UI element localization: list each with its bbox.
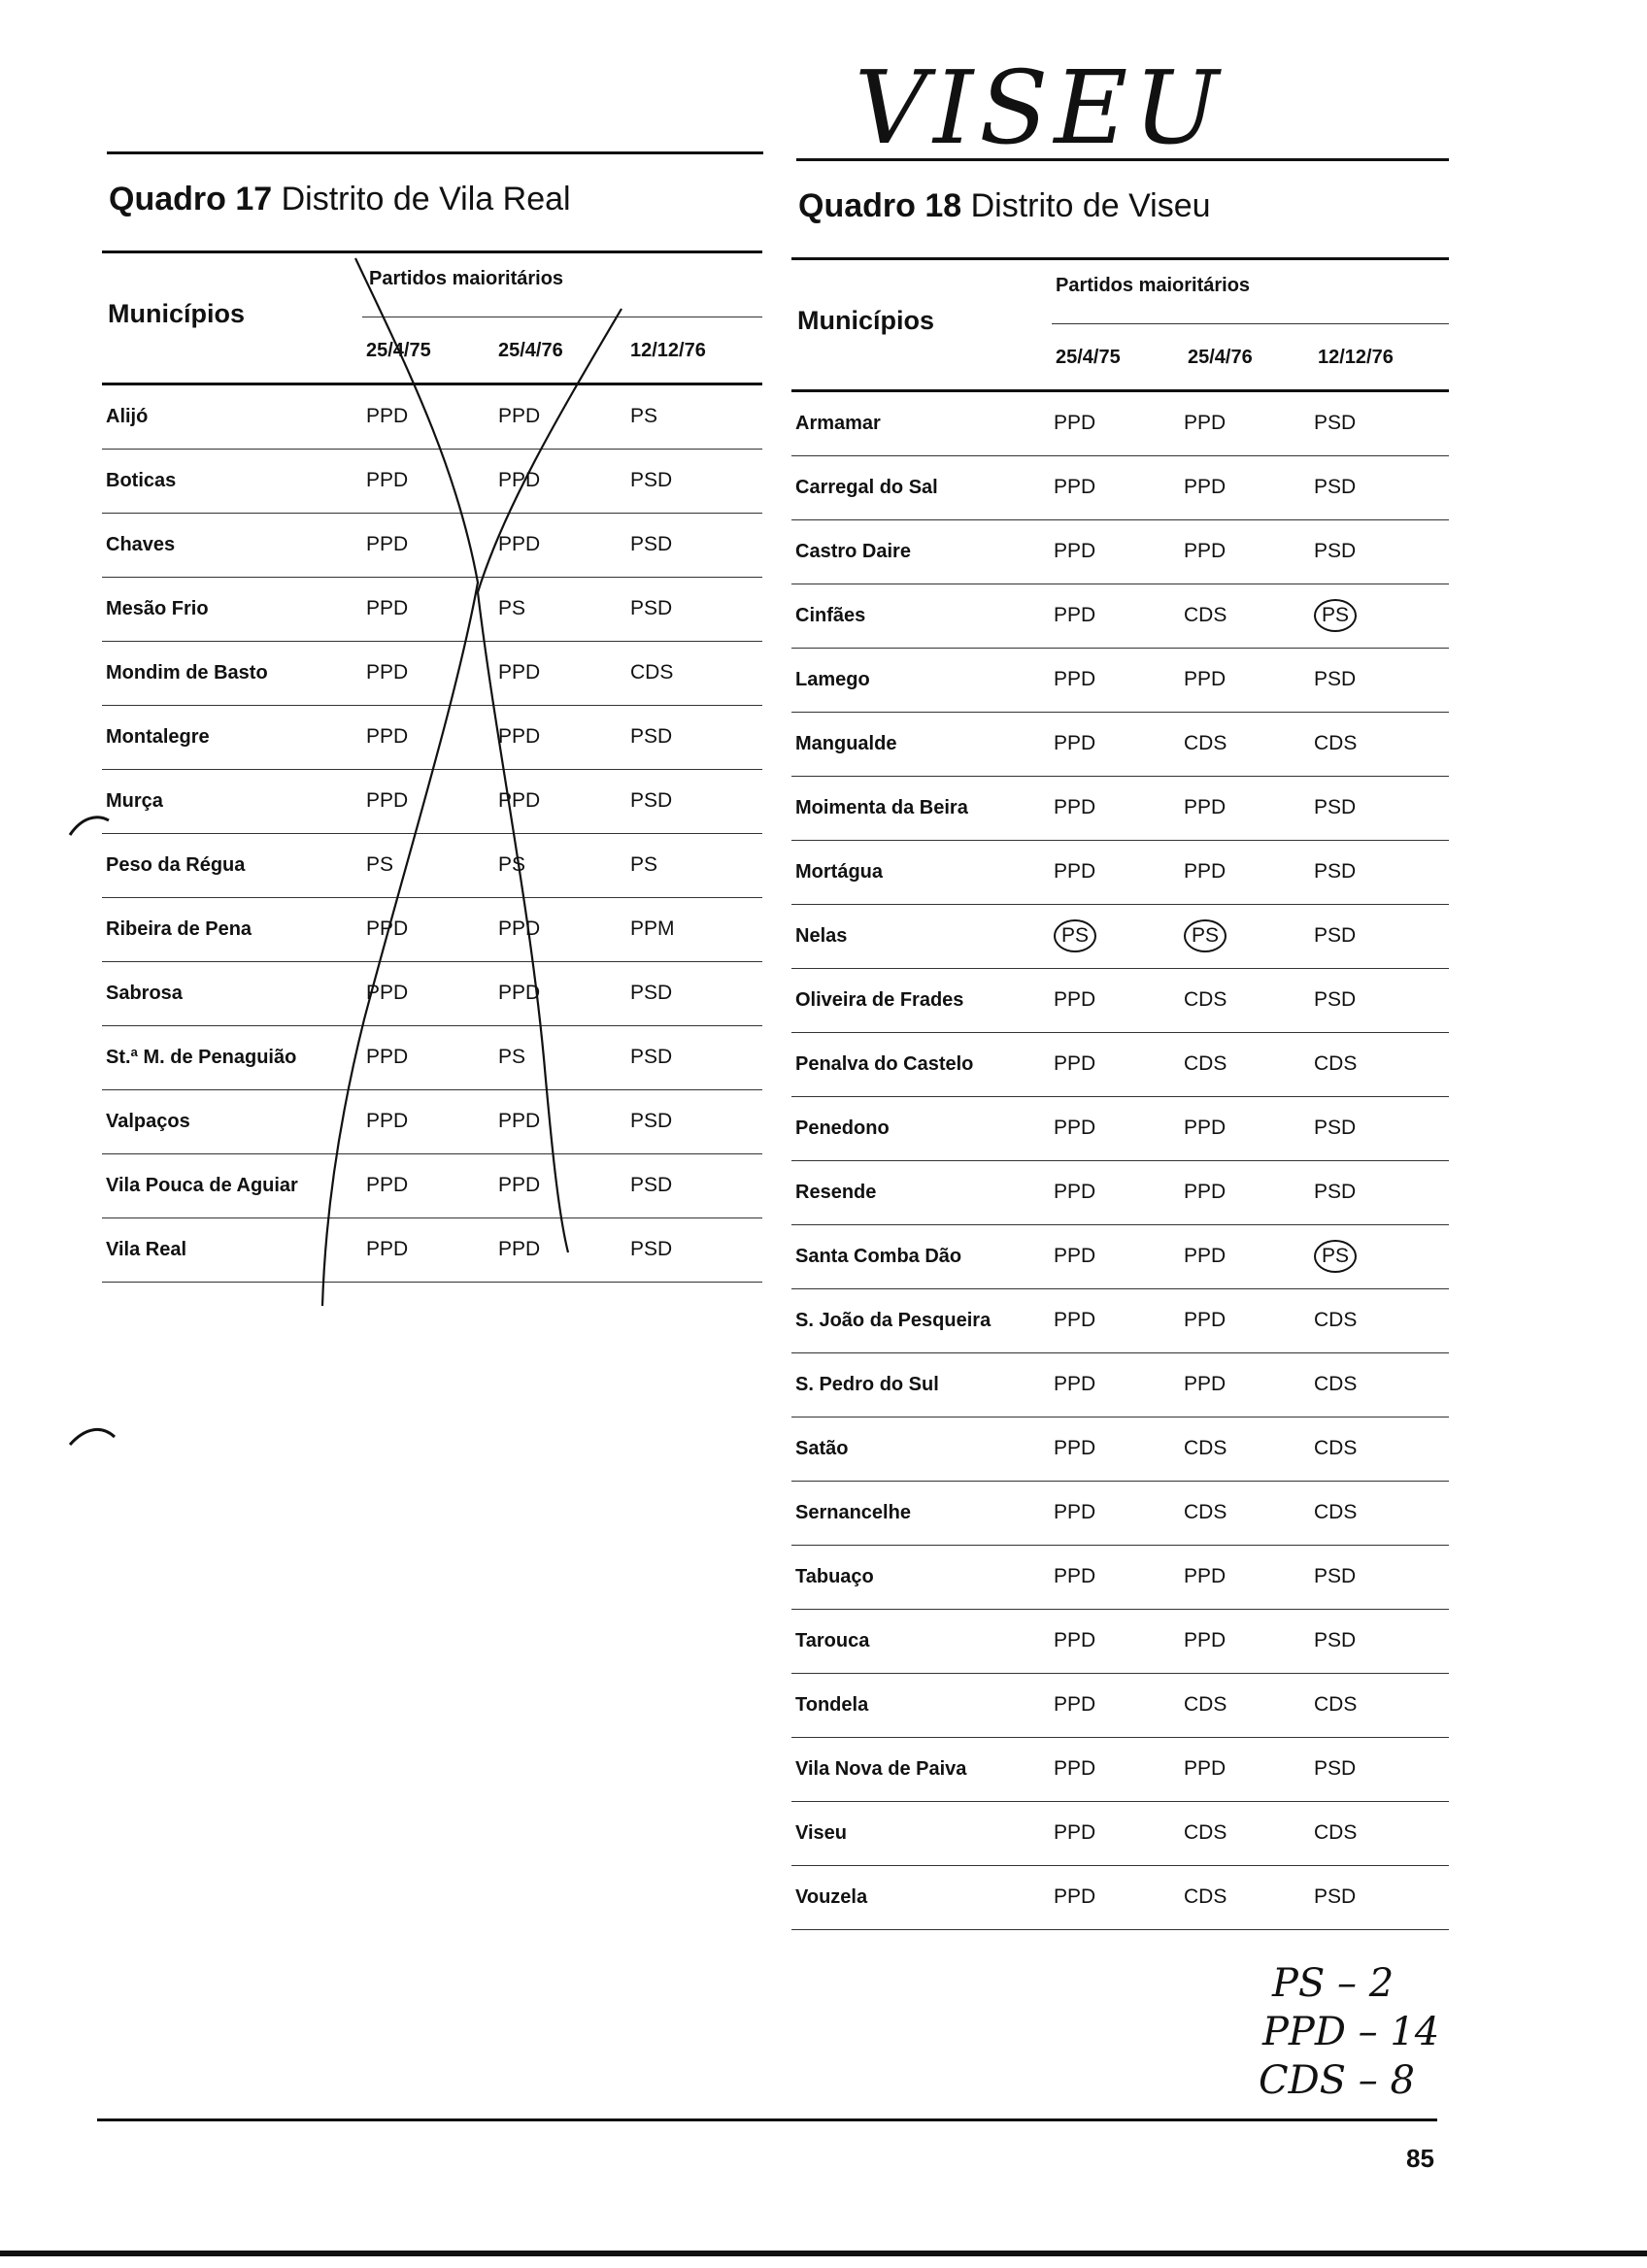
municipality-cell: Carregal do Sal	[795, 477, 938, 498]
result-1976-dec-cell: CDS	[1314, 1821, 1358, 1844]
result-1976-dec-cell: PSD	[630, 1110, 673, 1132]
result-1975-cell: PPD	[366, 1174, 409, 1196]
result-1976-cell: PPD	[1184, 1565, 1227, 1587]
municipality-cell: Mangualde	[795, 733, 897, 754]
result-1975-cell: PPD	[1054, 604, 1096, 626]
municipality-cell: Tabuaço	[795, 1566, 874, 1587]
table-17-date-1: 25/4/75	[366, 340, 431, 361]
result-1975-cell: PPD	[366, 917, 409, 940]
handwritten-title: VISEU	[855, 49, 1225, 167]
result-1976-cell: PPD	[1184, 1117, 1227, 1139]
result-1976-cell: PPD	[1184, 668, 1227, 690]
result-1976-cell: PPD	[498, 469, 541, 491]
result-1976-cell: PS	[498, 853, 526, 876]
municipality-cell: Penalva do Castelo	[795, 1053, 974, 1075]
municipality-cell: Penedono	[795, 1117, 890, 1139]
result-1976-cell: CDS	[1184, 1052, 1227, 1075]
result-1976-cell: PPD	[498, 1110, 541, 1132]
result-1976-dec-cell: CDS	[630, 661, 674, 684]
result-1976-cell: PPD	[1184, 1757, 1227, 1780]
result-1976-dec-cell: PS	[630, 853, 658, 876]
result-1976-cell: PPD	[498, 1174, 541, 1196]
strike-line-1	[322, 258, 478, 1306]
result-1976-cell: PPD	[1184, 412, 1227, 434]
municipality-cell: Cinfães	[795, 605, 866, 626]
result-1976-cell: CDS	[1184, 1437, 1227, 1459]
circled-mark: PS	[1054, 919, 1096, 952]
municipality-cell: Vila Nova de Paiva	[795, 1758, 967, 1780]
municipality-cell: Mesão Frio	[106, 598, 209, 619]
result-1976-dec-cell: PSD	[630, 1174, 673, 1196]
result-1976-dec-cell: PSD	[630, 469, 673, 491]
result-1976-cell: PPD	[1184, 476, 1227, 498]
result-1976-cell: PPD	[498, 405, 541, 427]
result-1976-cell: PPD	[1184, 860, 1227, 883]
municipality-cell: Mondim de Basto	[106, 662, 268, 684]
result-1976-cell: PS	[498, 597, 526, 619]
result-1976-dec-cell: CDS	[1314, 732, 1358, 754]
result-1975-cell: PS	[366, 853, 394, 876]
result-1976-dec-cell: PSD	[630, 533, 673, 555]
result-1976-dec-cell: PSD	[1314, 1757, 1357, 1780]
result-1976-cell: PPD	[498, 789, 541, 812]
result-1975-cell: PPD	[1054, 732, 1096, 754]
table-18-col-municipios: Municípios	[797, 306, 934, 335]
result-1976-cell: PPD	[1184, 1309, 1227, 1331]
result-1976-dec-cell: PSD	[1314, 988, 1357, 1011]
result-1976-dec-cell: CDS	[1314, 1052, 1358, 1075]
municipality-cell: Sabrosa	[106, 983, 183, 1004]
result-1976-dec-cell: PSD	[630, 1046, 673, 1068]
result-1976-dec-cell: PSD	[1314, 1885, 1357, 1908]
municipality-cell: St.ª M. de Penaguião	[106, 1047, 297, 1068]
municipality-cell: Tondela	[795, 1694, 869, 1716]
result-1976-cell: PPD	[1184, 1373, 1227, 1395]
table-18-date-3: 12/12/76	[1318, 347, 1394, 368]
result-1976-dec-cell: PPM	[630, 917, 675, 940]
result-1975-cell: PPD	[1054, 1757, 1096, 1780]
result-1976-cell: CDS	[1184, 1501, 1227, 1523]
municipality-cell: Lamego	[795, 669, 870, 690]
result-1976-dec-cell: PSD	[1314, 412, 1357, 434]
circled-mark: PS	[1314, 599, 1357, 632]
result-1975-cell: PPD	[1054, 1821, 1096, 1844]
result-1976-cell: PPD	[498, 661, 541, 684]
result-1975-cell: PPD	[1054, 1501, 1096, 1523]
municipality-cell: Mortágua	[795, 861, 883, 883]
result-1976-dec-cell: PSD	[1314, 796, 1357, 818]
result-1976-cell: PPD	[1184, 540, 1227, 562]
result-1976-cell: CDS	[1184, 1693, 1227, 1716]
municipality-cell: Oliveira de Frades	[795, 989, 964, 1011]
municipality-cell: Nelas	[795, 925, 848, 947]
result-1975-cell: PPD	[1054, 1693, 1096, 1716]
circled-mark: PS	[1314, 1240, 1357, 1273]
result-1975-cell: PPD	[1054, 1052, 1096, 1075]
result-1976-dec-cell: PSD	[1314, 1117, 1357, 1139]
result-1975-cell: PPD	[366, 789, 409, 812]
municipality-cell: Vila Pouca de Aguiar	[106, 1175, 298, 1196]
result-1976-cell: CDS	[1184, 604, 1227, 626]
result-1975-cell: PPD	[366, 405, 409, 427]
result-1976-dec-cell: PSD	[1314, 1565, 1357, 1587]
municipality-cell: Moimenta da Beira	[795, 797, 968, 818]
scan-edge-bar	[0, 2251, 1647, 2256]
municipality-cell: S. João da Pesqueira	[795, 1310, 992, 1331]
result-1976-dec-cell: PSD	[630, 982, 673, 1004]
table-18-col-group: Partidos maioritários	[1056, 275, 1251, 296]
result-1976-cell: PPD	[498, 533, 541, 555]
result-1976-dec-cell: PSD	[630, 1238, 673, 1260]
result-1976-dec-cell: PSD	[630, 725, 673, 748]
result-1976-dec-cell: PSD	[1314, 860, 1357, 883]
result-1976-dec-cell: CDS	[1314, 1437, 1358, 1459]
municipality-cell: Peso da Régua	[106, 854, 246, 876]
table-17-date-2: 25/4/76	[498, 340, 563, 361]
municipality-cell: Chaves	[106, 534, 176, 555]
result-1975-cell: PPD	[1054, 1885, 1096, 1908]
page-number: 85	[1406, 2144, 1434, 2173]
quadro-17-district: Distrito de Vila Real	[281, 181, 571, 217]
result-1975-cell: PPD	[1054, 1117, 1096, 1139]
municipality-cell: Vouzela	[795, 1886, 868, 1908]
result-1975-cell: PPD	[366, 982, 409, 1004]
result-1975-cell: PPD	[366, 725, 409, 748]
tally-line-1: PS – 2	[1272, 1961, 1395, 2006]
quadro-17-label: Quadro 17	[109, 181, 273, 217]
result-1975-cell: PPD	[366, 1238, 409, 1260]
municipality-cell: Valpaços	[106, 1111, 190, 1132]
result-1976-cell: CDS	[1184, 988, 1227, 1011]
result-1976-dec-cell: PSD	[1314, 540, 1357, 562]
municipality-cell: Armamar	[795, 413, 881, 434]
municipality-cell: Satão	[795, 1438, 849, 1459]
municipality-cell: Boticas	[106, 470, 177, 491]
result-1976-dec-cell: CDS	[1314, 1373, 1358, 1395]
result-1976-dec-cell: PSD	[1314, 1629, 1357, 1651]
municipality-cell: Alijó	[106, 406, 149, 427]
result-1976-dec-cell: PSD	[1314, 1181, 1357, 1203]
table-17-col-group: Partidos maioritários	[369, 268, 564, 289]
result-1975-cell: PPD	[1054, 1181, 1096, 1203]
result-1975-cell: PPD	[1054, 476, 1096, 498]
result-1975-cell: PPD	[1054, 988, 1096, 1011]
result-1975-cell: PPD	[1054, 1245, 1096, 1267]
result-1976-cell: PPD	[1184, 1629, 1227, 1651]
result-1976-dec-cell: PSD	[630, 597, 673, 619]
municipality-cell: Santa Comba Dão	[795, 1246, 962, 1267]
result-1976-cell: PPD	[1184, 1181, 1227, 1203]
result-1976-cell: CDS	[1184, 1821, 1227, 1844]
result-1976-dec-cell: CDS	[1314, 1693, 1358, 1716]
result-1976-cell: CDS	[1184, 732, 1227, 754]
result-1976-dec-cell: PSD	[1314, 924, 1357, 947]
tally-line-3: CDS – 8	[1259, 2058, 1415, 2103]
result-1975-cell: PPD	[366, 661, 409, 684]
result-1975-cell: PPD	[366, 533, 409, 555]
municipality-cell: Sernancelhe	[795, 1502, 911, 1523]
table-18-date-2: 25/4/76	[1188, 347, 1253, 368]
municipality-cell: Castro Daire	[795, 541, 911, 562]
municipality-cell: Tarouca	[795, 1630, 870, 1651]
circled-mark: PS	[1184, 919, 1227, 952]
bracket-mark-1	[70, 817, 109, 835]
strike-line-2	[478, 309, 622, 1252]
municipality-cell: Vila Real	[106, 1239, 187, 1260]
result-1976-cell: PPD	[498, 917, 541, 940]
quadro-18-label: Quadro 18	[798, 187, 962, 224]
result-1976-cell: CDS	[1184, 1885, 1227, 1908]
table-17-col-municipios: Municípios	[108, 299, 245, 328]
result-1975-cell: PPD	[1054, 668, 1096, 690]
result-1976-dec-cell: PSD	[1314, 668, 1357, 690]
result-1975-cell: PPD	[366, 1110, 409, 1132]
result-1975-cell: PPD	[1054, 1565, 1096, 1587]
municipality-cell: Murça	[106, 790, 163, 812]
result-1975-cell: PPD	[1054, 412, 1096, 434]
result-1976-cell: PPD	[498, 725, 541, 748]
result-1976-dec-cell: PS	[630, 405, 658, 427]
result-1975-cell: PPD	[366, 469, 409, 491]
result-1975-cell: PPD	[1054, 1629, 1096, 1651]
result-1975-cell: PPD	[1054, 1437, 1096, 1459]
bottom-rule	[97, 2118, 1437, 2121]
quadro-18-district: Distrito de Viseu	[970, 187, 1211, 224]
result-1976-cell: PPD	[498, 982, 541, 1004]
municipality-cell: Resende	[795, 1182, 877, 1203]
result-1975-cell: PPD	[1054, 540, 1096, 562]
table-17-date-3: 12/12/76	[630, 340, 706, 361]
result-1975-cell: PPD	[1054, 1309, 1096, 1331]
result-1976-dec-cell: CDS	[1314, 1309, 1358, 1331]
result-1975-cell: PPD	[1054, 1373, 1096, 1395]
tally-line-2: PPD – 14	[1262, 2010, 1440, 2054]
result-1975-cell: PPD	[366, 1046, 409, 1068]
table-18-date-1: 25/4/75	[1056, 347, 1121, 368]
result-1975-cell: PPD	[1054, 860, 1096, 883]
result-1976-cell: PPD	[1184, 1245, 1227, 1267]
municipality-cell: Montalegre	[106, 726, 210, 748]
municipality-cell: S. Pedro do Sul	[795, 1374, 939, 1395]
result-1976-cell: PPD	[498, 1238, 541, 1260]
municipality-cell: Viseu	[795, 1822, 847, 1844]
municipality-cell: Ribeira de Pena	[106, 918, 252, 940]
result-1975-cell: PPD	[366, 597, 409, 619]
result-1976-cell: PPD	[1184, 796, 1227, 818]
result-1976-cell: PS	[498, 1046, 526, 1068]
result-1976-dec-cell: PSD	[1314, 476, 1357, 498]
result-1975-cell: PPD	[1054, 796, 1096, 818]
result-1976-dec-cell: CDS	[1314, 1501, 1358, 1523]
result-1976-dec-cell: PSD	[630, 789, 673, 812]
bracket-mark-2	[70, 1429, 115, 1445]
